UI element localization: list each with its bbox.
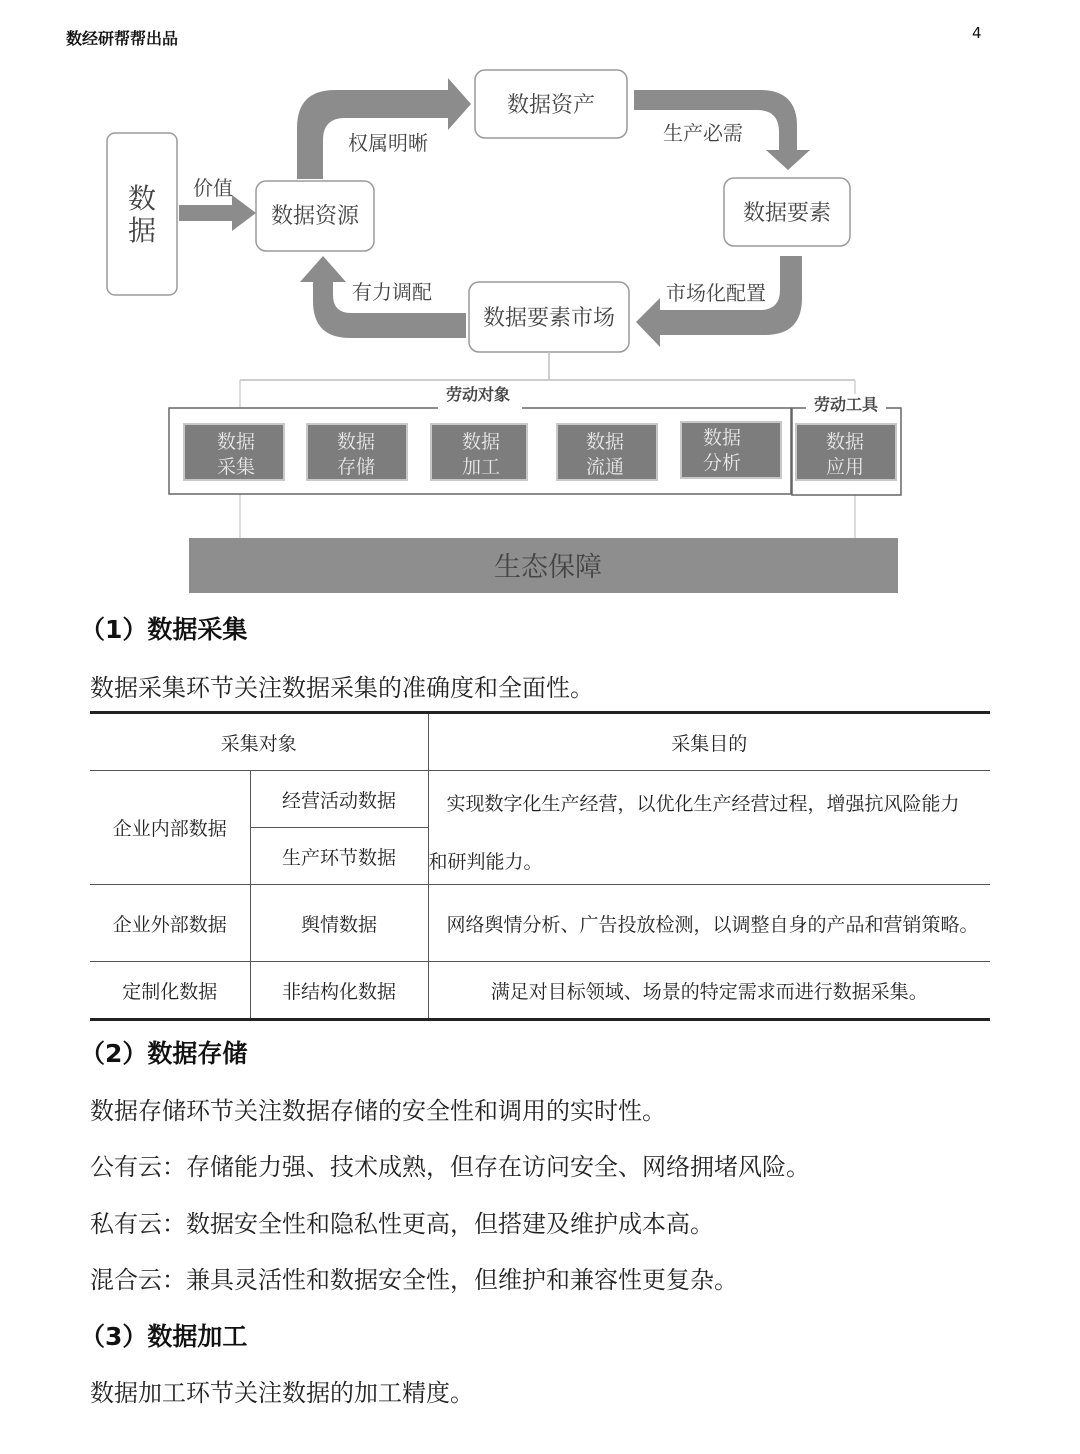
chain-item-circulation: [557, 424, 657, 480]
external-data-category: 企业外部数据: [90, 885, 250, 962]
source-char-2: 据: [127, 214, 157, 247]
edge-label-effective-allocation: 有力调配: [352, 280, 432, 304]
chain-item-processing-line1: 数据: [461, 431, 501, 453]
table-row: [90, 771, 990, 828]
value-arrow: [179, 195, 256, 231]
section-heading-processing: （3）数据加工: [80, 1322, 248, 1351]
table-header-row: [90, 713, 990, 771]
node-data-asset-label: 数据资产: [506, 93, 596, 118]
internal-data-purpose: [428, 771, 990, 885]
custom-sub-unstructured: 非结构化数据: [250, 962, 428, 1020]
table-header-object: 采集对象: [90, 713, 428, 771]
private-cloud-text: 私有云：数据安全性和隐私性更高，但搭建及维护成本高。: [90, 1210, 714, 1238]
labor-tool-label: 劳动工具: [813, 395, 879, 414]
edge-label-clear-ownership: 权属明晰: [348, 131, 428, 155]
chain-item-circulation-line1: 数据: [585, 431, 625, 453]
table-header-purpose: 采集目的: [428, 713, 990, 771]
collection-table: [90, 711, 990, 1021]
edge-label-value: 价值: [193, 176, 233, 200]
chain-item-collection: [184, 424, 284, 480]
external-data-purpose: 网络舆情分析、广告投放检测，以调整自身的产品和营销策略。: [428, 885, 990, 962]
edge-label-production-necessity: 生产必需: [663, 121, 743, 145]
processing-intro: 数据加工环节关注数据的加工精度。: [90, 1379, 474, 1407]
chain-item-application-line2: 应用: [825, 456, 865, 478]
chain-item-storage: [307, 424, 407, 480]
chain-item-analysis-line1: 数据: [702, 427, 742, 449]
labor-object-label: 劳动对象: [445, 385, 511, 404]
internal-sub-operations: 经营活动数据: [250, 771, 428, 828]
custom-data-category: 定制化数据: [90, 962, 250, 1020]
internal-purpose-line2: 和研判能力。: [428, 851, 543, 873]
source-char-1: 数: [127, 182, 157, 215]
internal-data-category: 企业内部数据: [90, 771, 250, 885]
chain-item-application: [796, 424, 896, 480]
chain-item-analysis: [681, 422, 781, 478]
custom-data-purpose: 满足对目标领域、场景的特定需求而进行数据采集。: [428, 962, 990, 1020]
chain-item-collection-line2: 采集: [216, 456, 256, 478]
internal-purpose-line1: 实现数字化生产经营，以优化生产经营过程，增强抗风险能力: [446, 793, 960, 815]
chain-item-analysis-line2: 分析: [702, 452, 742, 474]
section-heading-collection: （1）数据采集: [80, 615, 248, 644]
internal-sub-production: 生产环节数据: [250, 828, 428, 885]
page-number: 4: [972, 24, 982, 42]
external-sub-sentiment: 舆情数据: [250, 885, 428, 962]
collection-intro: 数据采集环节关注数据采集的准确度和全面性。: [90, 674, 594, 702]
edge-label-marketized-allocation: 市场化配置: [666, 281, 766, 305]
chain-item-circulation-line2: 流通: [585, 456, 625, 478]
ecosystem-label: 生态保障: [494, 552, 602, 583]
chain-item-application-line1: 数据: [825, 431, 865, 453]
chain-item-processing-line2: 加工: [461, 456, 501, 478]
table-row: [90, 962, 990, 1020]
chain-item-storage-line2: 存储: [336, 456, 376, 478]
chain-item-storage-line1: 数据: [336, 431, 376, 453]
ownership-arrow: [297, 78, 471, 179]
node-data-element-market-label: 数据要素市场: [482, 306, 616, 331]
data-value-chain-diagram: [0, 60, 1080, 600]
section-heading-storage: （2）数据存储: [80, 1039, 248, 1068]
table-row: [90, 885, 990, 962]
node-data-resource-label: 数据资源: [270, 204, 360, 229]
chain-item-processing: [431, 424, 527, 480]
public-cloud-text: 公有云：存储能力强、技术成熟，但存在访问安全、网络拥堵风险。: [90, 1153, 810, 1181]
hybrid-cloud-text: 混合云：兼具灵活性和数据安全性，但维护和兼容性更复杂。: [90, 1266, 738, 1294]
node-data-element-label: 数据要素: [742, 201, 832, 226]
storage-intro: 数据存储环节关注数据存储的安全性和调用的实时性。: [90, 1097, 666, 1125]
chain-item-collection-line1: 数据: [216, 431, 256, 453]
publisher-label: 数经研帮帮出品: [66, 29, 179, 48]
